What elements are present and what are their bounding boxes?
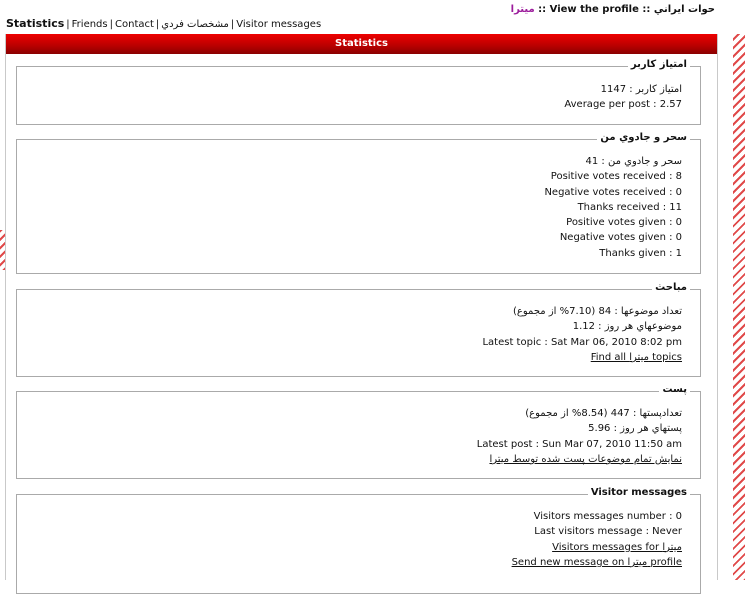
tab-visitor-messages[interactable]: Visitor messages xyxy=(236,19,322,30)
tab-separator: | xyxy=(155,19,160,30)
stat-row: سحر و جادوي من : 41 xyxy=(585,156,682,167)
stat-row: Last visitors message : Never xyxy=(534,526,682,538)
stat-row: Latest post : Sun Mar 07, 2010 11:50 am xyxy=(476,438,682,450)
tab-separator: | xyxy=(66,19,70,30)
stat-row: Latest topic : Sat Mar 06, 2010 8:02 pm xyxy=(482,336,682,348)
tab-statistics[interactable]: Statistics xyxy=(6,17,65,30)
breadcrumb-sep: :: xyxy=(538,4,547,15)
stat-row: امتياز كاربر : 1147 xyxy=(600,84,682,95)
stat-row: Thanks given : 1 xyxy=(599,247,682,259)
stat-rows xyxy=(477,406,682,467)
breadcrumb xyxy=(511,4,715,15)
tab-separator: | xyxy=(109,19,113,30)
stat-row: موضوعهاي هر روز : 1.12 xyxy=(572,321,682,333)
tab-contact[interactable]: Contact xyxy=(115,19,154,30)
stat-row: Negative votes given : 0 xyxy=(559,232,682,244)
section-legend: پست xyxy=(659,384,690,395)
section-legend: امتياز كاربر xyxy=(628,59,690,70)
stat-row: پستهاي هر روز : 5.96 xyxy=(588,423,682,435)
section-votes xyxy=(16,132,701,274)
breadcrumb-sep: :: xyxy=(642,4,651,15)
breadcrumb-user[interactable]: ميترا xyxy=(510,4,535,15)
send-message-link[interactable]: Send new message on ميترا profile xyxy=(511,556,682,568)
stat-rows xyxy=(482,304,682,365)
top-bar xyxy=(0,0,745,34)
stat-row: Positive votes given : 0 xyxy=(566,217,682,229)
panel-title: Statistics xyxy=(6,34,717,54)
stat-row: Visitors messages number : 0 xyxy=(533,511,682,522)
section-legend: مباحث xyxy=(652,282,690,293)
section-legend: سحر و جادوي من xyxy=(597,132,690,143)
stat-rows xyxy=(544,154,682,261)
stat-row: تعدادپستها : 447 (8.54% از مجموع) xyxy=(525,408,682,419)
tab-friends[interactable]: Friends xyxy=(71,19,108,30)
stat-row: تعداد موضوعها : 84 (7.10% از مجموع) xyxy=(513,306,682,317)
stat-rows xyxy=(564,82,682,113)
visitor-messages-link[interactable]: Visitors messages for ميترا xyxy=(552,541,682,553)
statistics-panel xyxy=(5,34,718,580)
right-decorative-stripes xyxy=(733,30,745,580)
stat-rows xyxy=(512,509,682,570)
stat-row: Average per post : 2.57 xyxy=(564,99,682,111)
section-user-points xyxy=(16,59,701,125)
stat-row: Negative votes received : 0 xyxy=(544,186,682,198)
stat-row: Positive votes received : 8 xyxy=(550,171,682,183)
section-visitor-messages xyxy=(16,487,701,594)
breadcrumb-site[interactable]: حوات ايراني xyxy=(653,4,715,15)
profile-tabs xyxy=(6,17,321,30)
section-legend: Visitor messages xyxy=(588,487,690,498)
tab-profile-details[interactable]: مشخصات فردي xyxy=(161,19,229,30)
find-all-topics-link[interactable]: Find all ميترا topics xyxy=(590,351,682,363)
show-all-posts-link[interactable]: نمايش تمام موضوعات پست شده توسط ميترا xyxy=(489,453,682,465)
tab-separator: | xyxy=(230,19,235,30)
stat-row: Thanks received : 11 xyxy=(577,201,682,213)
breadcrumb-page[interactable]: View the profile xyxy=(549,4,639,15)
section-topics xyxy=(16,282,701,377)
section-posts xyxy=(16,384,701,479)
